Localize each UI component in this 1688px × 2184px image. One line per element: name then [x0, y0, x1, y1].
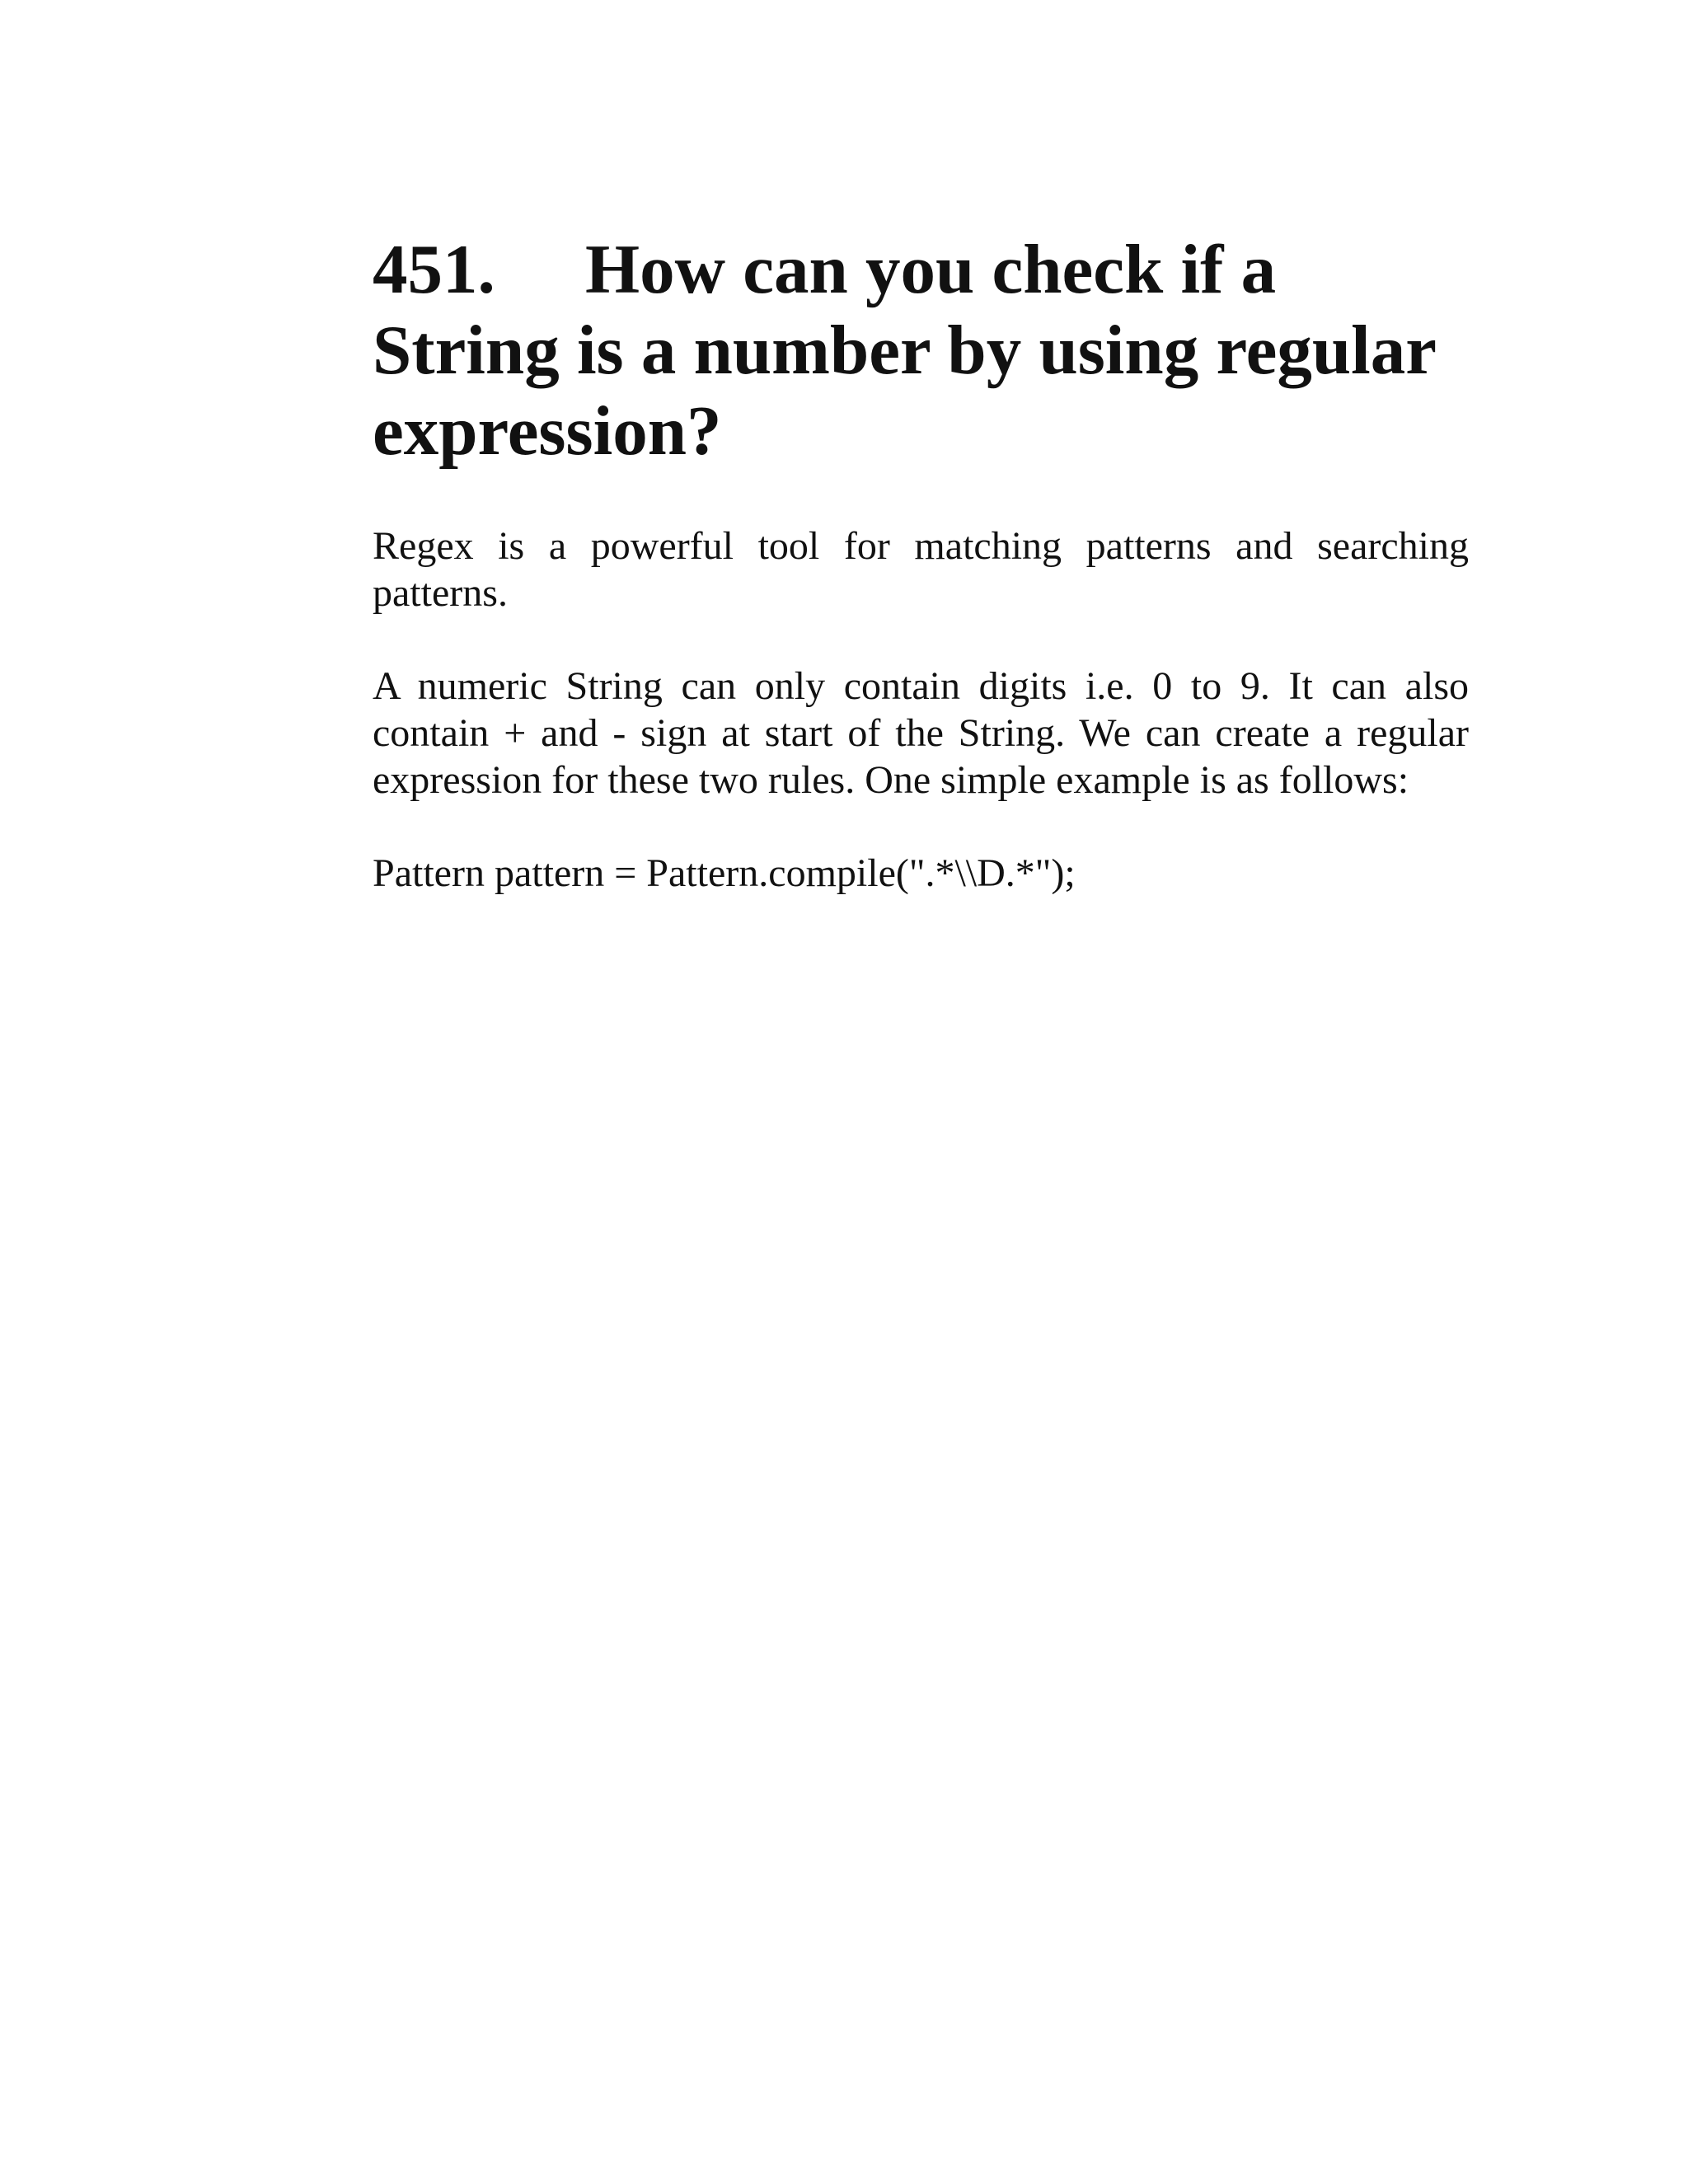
code-example: Pattern pattern = Pattern.compile(".*\\D.*");: [373, 851, 1076, 895]
paragraph-regex-intro: Regex is a powerful tool for matching patterns and searching patterns.: [373, 524, 1469, 615]
question-title: How can you check if a String is a number by using regular expression?: [373, 231, 1436, 470]
question-heading: [373, 229, 1469, 471]
document-page: [373, 229, 1469, 897]
question-number: 451.: [373, 231, 495, 308]
paragraph-numeric-string: A numeric String can only contain digits i.e. 0 to 9. It can also contain + and - sign at start of the String. We can create a regular expression for these two rules. One simple example is as follows:: [373, 664, 1469, 802]
